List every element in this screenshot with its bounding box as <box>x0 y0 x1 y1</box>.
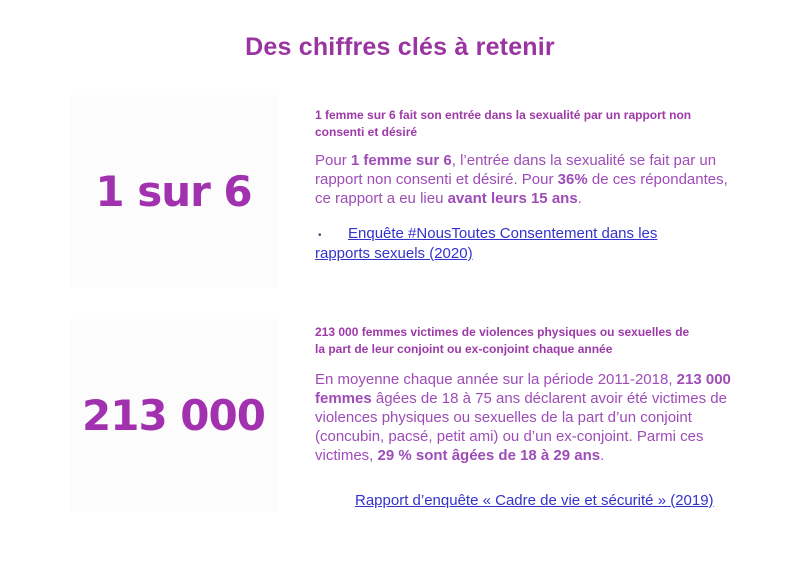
source-link-noustoutes-line-2[interactable]: rapports sexuels (2020) <box>315 245 473 262</box>
page-title: Des chiffres clés à retenir <box>245 33 555 61</box>
stat-card-1 <box>69 95 278 288</box>
section-1-body: Pour 1 femme sur 6, l’entrée dans la sexualité se fait par un rapport non consenti et désiré. Pour 36% de ces répondantes, ce rapport a eu lieu avant leurs 15 ans. <box>315 152 728 207</box>
bullet-icon: • <box>318 230 322 241</box>
source-link-cadre-de-vie[interactable]: Rapport d’enquête « Cadre de vie et sécurité » (2019) <box>355 492 714 509</box>
source-link-noustoutes[interactable] <box>315 225 657 262</box>
section-2-heading <box>315 324 737 358</box>
source-link-noustoutes-line-1[interactable]: Enquête #NousToutes Consentement dans les <box>348 225 658 242</box>
section-1-heading-line-2: consenti et désiré <box>315 125 418 139</box>
section-2-body: En moyenne chaque année sur la période 2011-2018, 213 000 femmes âgées de 18 à 75 ans déclarent avoir été victimes de violences physiques ou sexuelles de la part d’un conjoint (concubin, pacsé, petit ami) ou d’un ex-conjoint. Parmi ces victimes, 29 % sont âgées de 18 à 29 ans. <box>315 371 731 464</box>
section-1-heading-line-1: 1 femme sur 6 fait son entrée dans la sexualité par un rapport non <box>315 108 692 122</box>
stat-value-213000: 213 000 <box>82 390 265 440</box>
section-2-source-item <box>355 491 755 511</box>
section-1-heading <box>315 107 737 141</box>
section-1-source-item <box>315 224 737 264</box>
section-2-heading-line-2: la part de leur conjoint ou ex-conjoint chaque année <box>315 342 613 356</box>
section-2-heading-line-1: 213 000 femmes victimes de violences physiques ou sexuelles de <box>315 325 690 339</box>
stat-card-2 <box>69 319 278 511</box>
stat-value-1-sur-6: 1 sur 6 <box>95 167 252 216</box>
